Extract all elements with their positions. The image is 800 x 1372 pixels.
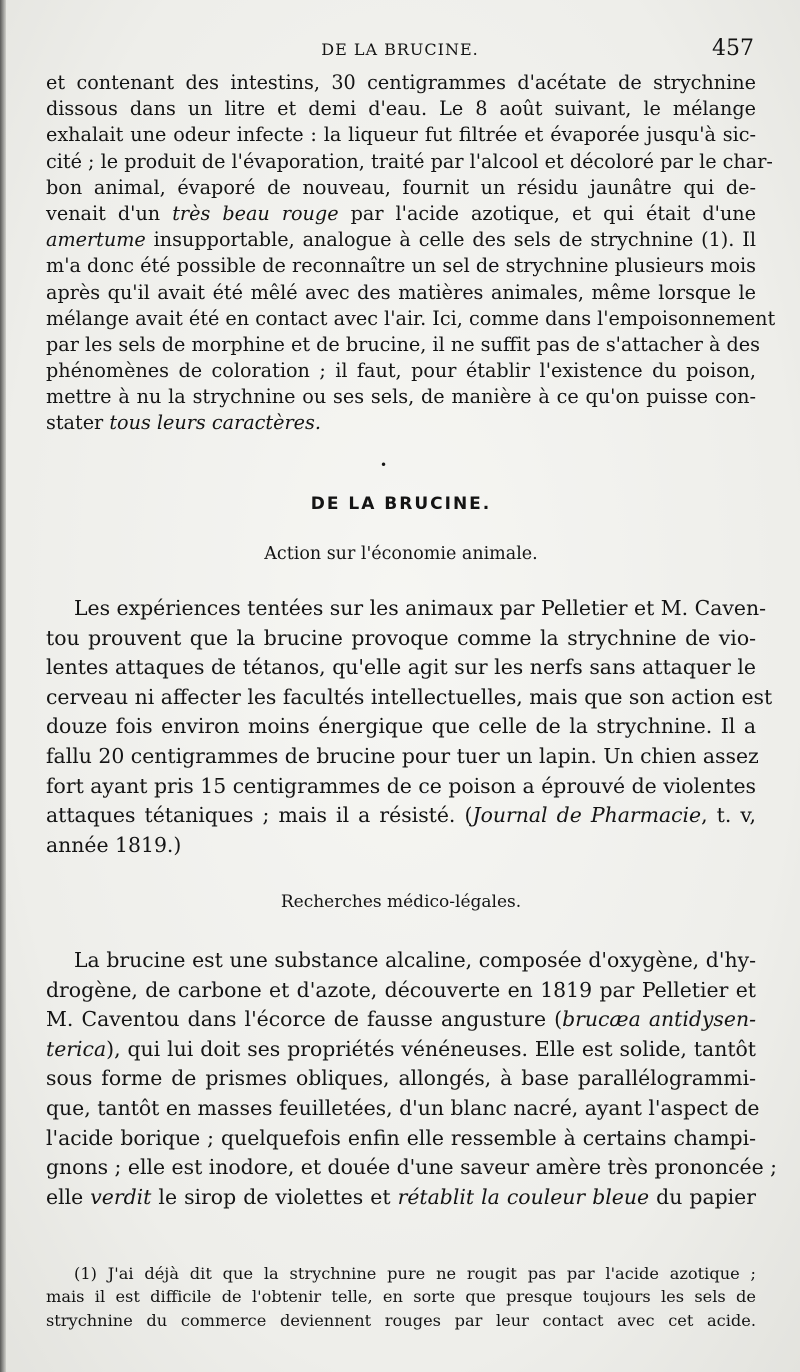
text-line: tou prouvent que la brucine provoque comme la strychnine de vio-: [46, 625, 756, 650]
text-run: attaques tétaniques ; mais il a résisté. (: [46, 803, 473, 828]
text-line: m'a donc été possible de reconnaître un sel de strychnine plusieurs mois: [46, 254, 756, 278]
text-line: que, tantôt en masses feuilletées, d'un blanc nacré, ayant l'aspect de: [46, 1095, 760, 1120]
text-line: La brucine est une substance alcaline, composée d'oxygène, d'hy-: [74, 948, 756, 972]
text-line: fort ayant pris 15 centigrammes de ce poison a éprouvé de violentes: [46, 773, 756, 798]
footnote-line: (1) J'ai déjà dit que la strychnine pure ne rougit pas par l'acide azotique ;: [74, 1264, 756, 1283]
text-line: [46, 410, 756, 436]
separator-dot: •: [380, 458, 388, 472]
text-line: après qu'il avait été mêlé avec des matières animales, même lorsque le: [46, 280, 756, 304]
text-run: du papier: [649, 1184, 756, 1209]
text-run: par l'acide azotique, et qui était d'une: [338, 201, 757, 225]
section-subtitle-medico-legal: Recherches médico-légales.: [280, 892, 522, 912]
text-line: [46, 1035, 756, 1065]
text-line: [46, 227, 756, 253]
text-run: , t. v,: [701, 803, 756, 828]
text-line: dissous dans un litre et demi d'eau. Le 8 août suivant, le mélange: [46, 97, 756, 121]
italic-run: amertume: [46, 228, 146, 252]
text-line: et contenant des intestins, 30 centigrammes d'acétate de strychnine: [46, 71, 756, 94]
text-run: insupportable, analogue à celle des sels de strychnine (1). Il: [145, 228, 756, 252]
text-line: cerveau ni affecter les facultés intellectuelles, mais que son action est: [46, 684, 773, 709]
italic-run: Journal de Pharmacie: [472, 803, 702, 828]
text-line: [46, 1183, 756, 1213]
running-title: DE LA BRUCINE.: [321, 40, 479, 59]
text-line: drogène, de carbone et d'azote, découverte en 1819 par Pelletier et: [46, 977, 756, 1002]
text-line: [46, 801, 756, 831]
italic-run: tous leurs caractères.: [109, 411, 321, 435]
text-line: par les sels de morphine et de brucine, il ne suffit pas de s'attacher à des: [46, 332, 761, 356]
text-line: lentes attaques de tétanos, qu'elle agit sur les nerfs sans attaquer le: [46, 655, 756, 680]
section-subtitle: Action sur l'économie animale.: [264, 544, 538, 564]
text-run: venait d'un: [46, 201, 173, 225]
text-line: sous forme de prismes obliques, allongés, à base parallélogrammi-: [46, 1066, 756, 1091]
text-line: année 1819.): [46, 832, 182, 857]
text-run: ), qui lui doit ses propriétés vénéneuses. Elle est solide, tantôt: [106, 1036, 756, 1061]
text-line: exhalait une odeur infecte : la liqueur fut filtrée et évaporée jusqu'à sic-: [46, 123, 756, 147]
text-line: phénomènes de coloration ; il faut, pour établir l'existence du poison,: [46, 359, 756, 383]
italic-run: très beau rouge: [172, 201, 339, 225]
italic-run: rétablit la couleur bleue: [397, 1184, 650, 1209]
text-line: mélange avait été en contact avec l'air. Ici, comme dans l'empoisonnement: [46, 306, 776, 330]
text-line: cité ; le produit de l'évaporation, traité par l'alcool et décoloré par le char-: [46, 149, 773, 173]
paragraph-brucine-experiments: [46, 594, 773, 860]
text-line: Les expériences tentées sur les animaux par Pelletier et M. Caven-: [74, 596, 766, 620]
section-title: DE LA BRUCINE.: [310, 494, 492, 514]
text-line: [46, 201, 756, 227]
text-run: stater: [46, 411, 110, 435]
footnote-line: strychnine du commerce deviennent rouges par leur contact avec cet acide.: [46, 1310, 756, 1330]
footnote: [46, 1262, 756, 1332]
text-line: [46, 1005, 756, 1035]
text-line: bon animal, évaporé de nouveau, fournit un résidu jaunâtre qui de-: [46, 175, 756, 199]
page-edge-shadow: [0, 0, 6, 1372]
text-run: elle: [46, 1184, 91, 1209]
text-run: le sirop de violettes et: [151, 1184, 398, 1209]
text-line: mettre à nu la strychnine ou ses sels, de manière à ce qu'on puisse con-: [46, 385, 756, 409]
text-line: douze fois environ moins énergique que celle de la strychnine. Il a: [46, 714, 756, 739]
italic-run: verdit: [90, 1184, 152, 1209]
text-line: gnons ; elle est inodore, et douée d'une saveur amère très prononcée ;: [46, 1155, 777, 1180]
footnote-line: mais il est difficile de l'obtenir telle, en sorte que presque toujours les sels de: [46, 1287, 756, 1307]
page-number: 457: [712, 36, 754, 61]
italic-run: brucæa antidysen-: [562, 1007, 756, 1032]
text-run: M. Caventou dans l'écorce de fausse angusture (: [46, 1007, 563, 1032]
running-head: [46, 36, 754, 64]
text-line: fallu 20 centigrammes de brucine pour tuer un lapin. Un chien assez: [46, 743, 759, 768]
paragraph-brucine-description: [46, 946, 777, 1212]
italic-run: terica: [46, 1036, 107, 1061]
text-line: l'acide borique ; quelquefois enfin elle ressemble à certains champi-: [46, 1125, 756, 1150]
paragraph-strychnine-continued: [46, 70, 776, 437]
